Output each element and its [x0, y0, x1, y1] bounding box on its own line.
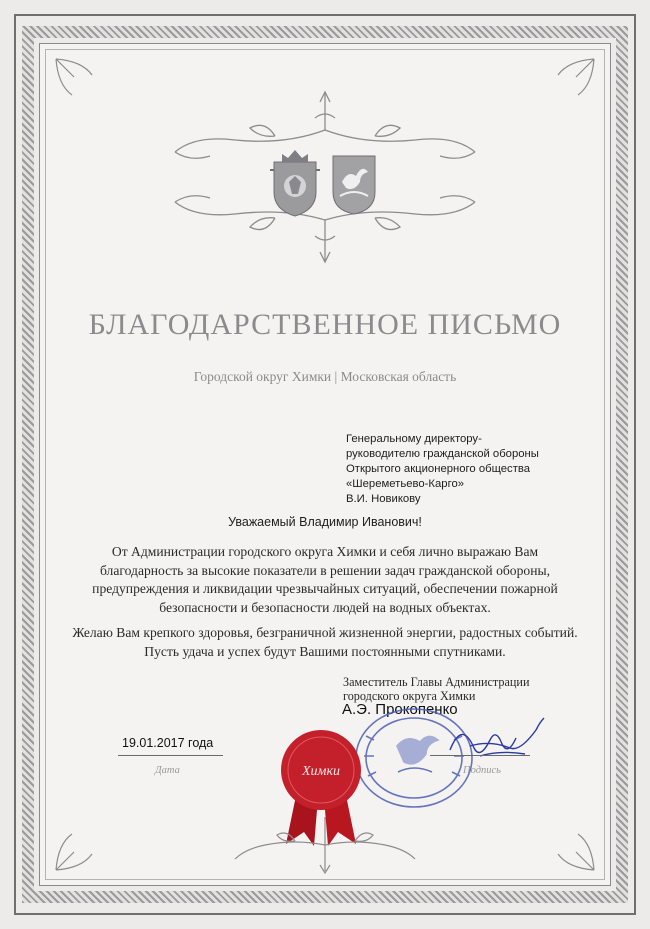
signature-line — [430, 755, 530, 756]
addressee-line: «Шереметьево-Карго» — [346, 478, 465, 490]
addressee-block — [346, 432, 539, 507]
moscow-oblast-coat-of-arms-icon — [268, 148, 322, 218]
addressee-line: В.И. Новикову — [346, 493, 421, 505]
date-caption: Дата — [155, 765, 180, 776]
signer-title-line: Заместитель Главы Администрации — [343, 675, 530, 689]
body-paragraph-wishes: Желаю Вам крепкого здоровья, безграничной жизненной энергии, радостных событий. Пусть удача и успех будут Вашими постоянными спутниками. — [72, 625, 578, 659]
signer-title — [343, 675, 529, 703]
date-line — [118, 755, 223, 756]
corner-ornament — [52, 55, 112, 115]
addressee-line: Открытого акционерного общества — [346, 463, 531, 475]
bottom-ornament — [225, 815, 425, 877]
signer-title-line: городского округа Химки — [343, 689, 476, 703]
khimki-coat-of-arms-icon — [330, 152, 378, 216]
greeting: Уважаемый Владимир Иванович! — [228, 515, 422, 529]
addressee-line: Генеральному директору- — [346, 433, 482, 445]
body-paragraph-gratitude: От Администрации городского округа Химки и себя лично выражаю Вам благодарность за высокие показатели в решении задач гражданской обороны, предупреждения и ликвидации чрезвычайных ситуаций, обеспечении пожарной безопасности и безопасности людей на водных объектах. — [92, 544, 558, 615]
addressee-line: руководителю гражданской обороны — [346, 448, 539, 460]
seal-text: Химки — [301, 764, 341, 779]
signer-name: А.Э. Прокопенко — [342, 701, 458, 718]
top-ornament — [165, 90, 485, 265]
document-title: БЛАГОДАРСТВЕННОЕ ПИСЬМО — [88, 308, 562, 341]
signature — [440, 710, 550, 770]
corner-ornament — [52, 814, 112, 874]
document-subtitle: Городской округ Химки | Московская область — [193, 369, 457, 384]
signature-caption: Подпись — [463, 765, 501, 776]
date-value: 19.01.2017 года — [122, 736, 214, 750]
corner-ornament — [538, 55, 598, 115]
corner-ornament — [538, 814, 598, 874]
